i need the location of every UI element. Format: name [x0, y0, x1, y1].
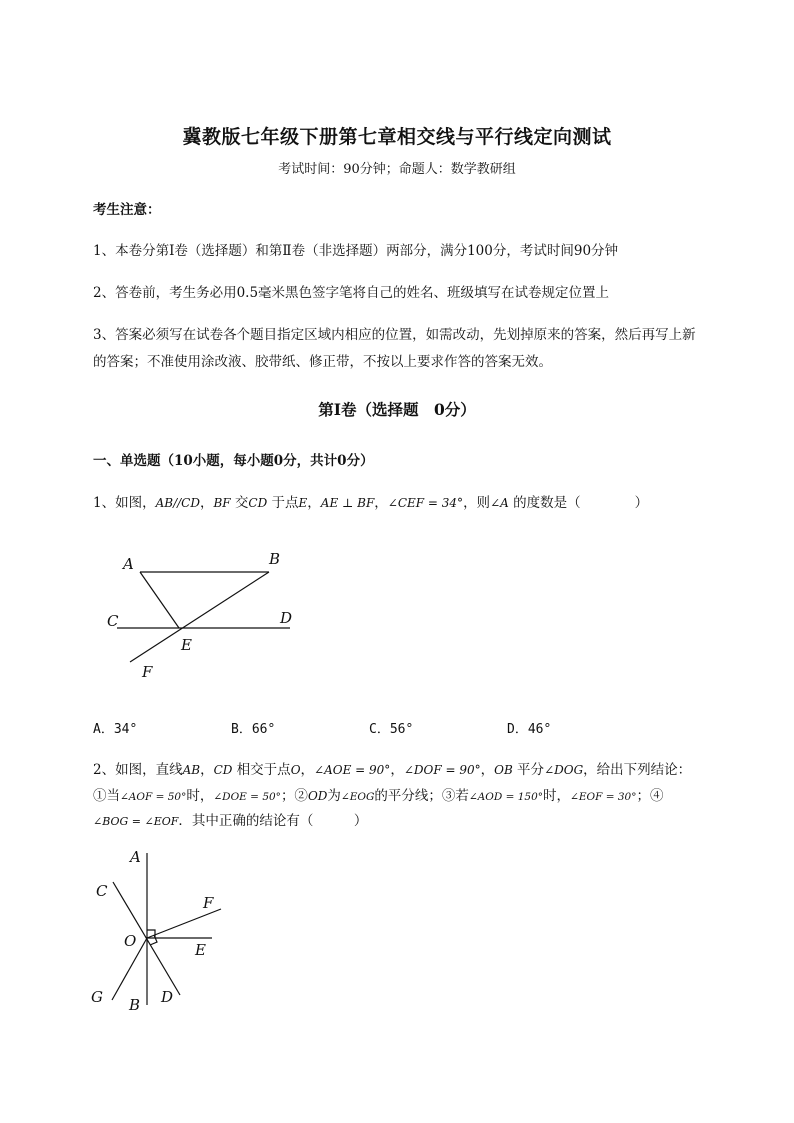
question-2-line-1: 2、如图，直线AB，CD 相交于点O，∠AOE = 90°，∠DOF = 90°，OB 平分∠DOG，给出下列结论：	[93, 762, 692, 778]
label-e: E	[195, 941, 206, 959]
label-c: C	[96, 882, 108, 900]
question-2-line-3: ∠BOG = ∠EOF．其中正确的结论有（ ）	[93, 813, 368, 829]
choice-c[interactable]: C．56°	[369, 722, 414, 737]
page-subtitle: 考试时间：90分钟；命题人：数学教研组	[278, 162, 516, 177]
page-title: 冀教版七年级下册第七章相交线与平行线定向测试	[182, 126, 612, 148]
notice-item-1: 1、本卷分第I卷（选择题）和第Ⅱ卷（非选择题）两部分，满分100分，考试时间90分钟	[93, 243, 619, 259]
question-2-line-2: ①当∠AOF = 50°时，∠DOE = 50°；②OD为∠EOG的平分线；③若∠AOD = 150°时，∠EOF = 30°；④	[93, 788, 664, 804]
notice-heading: 考生注意：	[93, 202, 161, 218]
label-d: D	[161, 988, 174, 1006]
notice-item-3: 3、答案必须写在试卷各个题目指定区域内相应的位置，如需改动，先划掉原来的答案，然后再写上新	[93, 327, 696, 343]
notice-item-2: 2、答卷前，考生务必用0.5毫米黑色签字笔将自己的姓名、班级填写在试卷规定位置上	[93, 285, 610, 301]
choice-b[interactable]: B．66°	[231, 722, 276, 737]
question-1-text: 1、如图，AB//CD，BF 交CD 于点E，AE ⊥ BF，∠CEF = 34°，则∠A 的度数是（ ）	[93, 495, 649, 511]
choice-a[interactable]: A．34°	[93, 722, 138, 737]
line-bf	[130, 572, 269, 662]
ray-of	[147, 909, 221, 938]
label-g: G	[91, 988, 103, 1006]
label-c: C	[107, 612, 119, 630]
choice-d[interactable]: D．46°	[507, 722, 552, 737]
label-a: A	[130, 848, 141, 866]
question-2-figure	[85, 845, 225, 1020]
label-f: F	[142, 663, 153, 681]
label-f: F	[203, 894, 214, 912]
segment-ae	[140, 572, 179, 628]
part-heading: 一、单选题（10小题，每小题0分，共计0分）	[93, 453, 374, 469]
label-o: O	[124, 932, 137, 950]
label-b: B	[129, 996, 141, 1014]
label-a: A	[123, 555, 134, 573]
notice-item-3-cont: 的答案；不准使用涂改液、胶带纸、修正带，不按以上要求作答的答案无效。	[93, 354, 552, 370]
label-e: E	[181, 636, 192, 654]
label-d: D	[280, 609, 293, 627]
section-title: 第I卷（选择题 0分）	[318, 400, 476, 419]
label-b: B	[269, 550, 281, 568]
question-1-figure	[95, 540, 315, 690]
